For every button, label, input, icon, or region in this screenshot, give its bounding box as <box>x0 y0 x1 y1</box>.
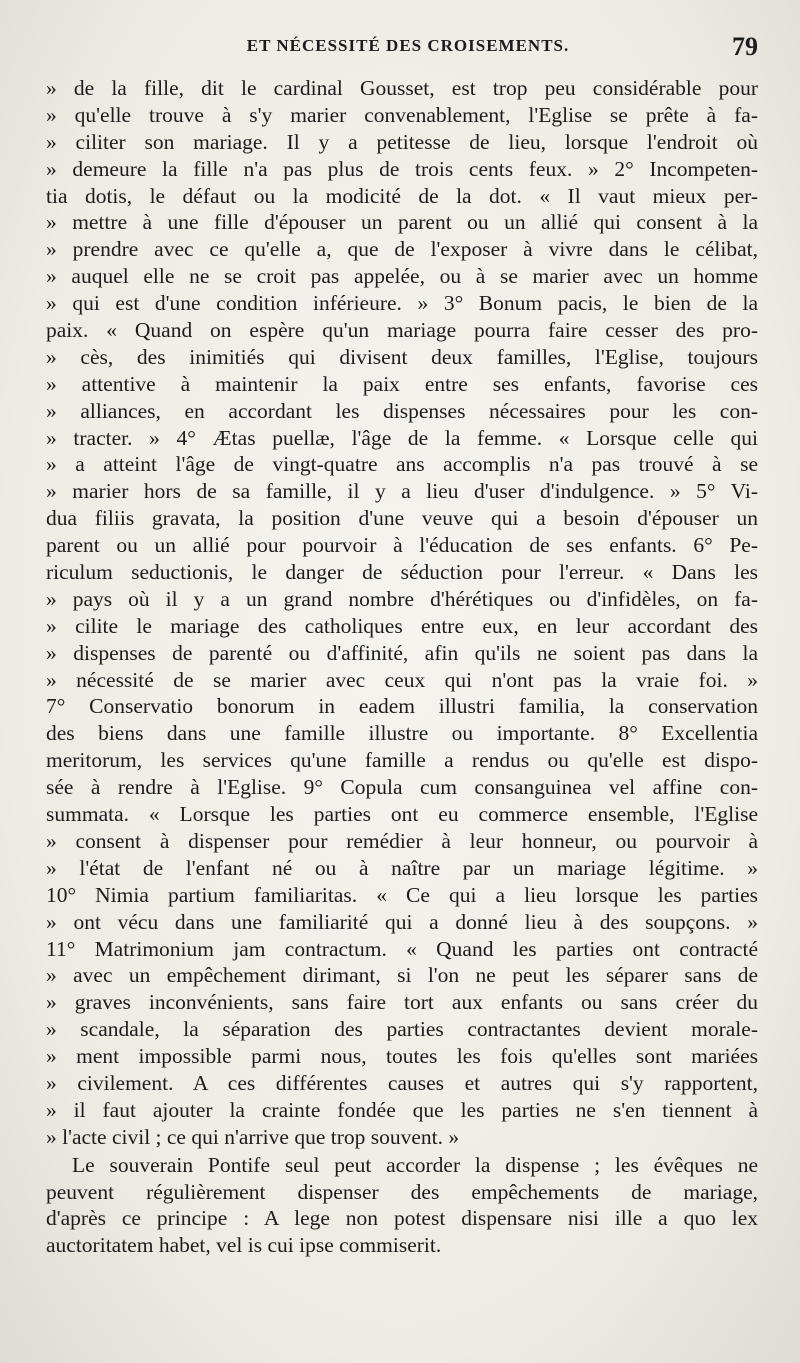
text-line: » prendre avec ce qu'elle a, que de l'exposer à vivre dans le célibat, <box>46 237 758 262</box>
text-line: 7° Conservatio bonorum in eadem illustri familia, la conservation <box>46 694 758 719</box>
text-line: » ciliter son mariage. Il y a petitesse de lieu, lorsque l'endroit où <box>46 129 758 154</box>
text-line: » qui est d'une condition inférieure. » 3° Bonum pacis, le bien de la <box>46 291 758 316</box>
text-line: » de la fille, dit le cardinal Gousset, est trop peu considérable pour <box>46 76 758 100</box>
text-line: » nécessité de se marier avec ceux qui n'ont pas la vraie foi. » <box>46 667 758 692</box>
text-line: » tracter. » 4° Ætas puellæ, l'âge de la femme. « Lorsque celle qui <box>46 425 758 450</box>
text-line: » attentive à maintenir la paix entre ses enfants, favorise ces <box>46 371 758 396</box>
text-line: des biens dans une famille illustre ou importante. 8° Excellentia <box>46 721 758 746</box>
text-line: riculum seductionis, le danger de séduction pour l'erreur. « Dans les <box>46 560 758 585</box>
text-line: » demeure la fille n'a pas plus de trois cents feux. » 2° Incompeten- <box>46 156 758 181</box>
text-line: meritorum, les services qu'une famille a rendus ou qu'elle est dispo- <box>46 748 758 773</box>
text-line: » a atteint l'âge de vingt-quatre ans accomplis n'a pas trouvé à se <box>46 452 758 477</box>
text-line: » pays où il y a un grand nombre d'hérétiques ou d'infidèles, on fa- <box>46 586 758 611</box>
text-line: » il faut ajouter la crainte fondée que les parties ne s'en tiennent à <box>46 1097 758 1122</box>
page-header <box>58 32 758 62</box>
text-line: » dispenses de parenté ou d'affinité, afin qu'ils ne soient pas dans la <box>46 640 758 665</box>
text-line: peuvent régulièrement dispenser des empêchements de mariage, <box>46 1179 758 1204</box>
text-line: » auquel elle ne se croit pas appelée, ou à se marier avec un homme <box>46 264 758 289</box>
text-line: » graves inconvénients, sans faire tort aux enfants ou sans créer du <box>46 990 758 1015</box>
paragraph-first-line: Le souverain Pontife seul peut accorder la dispense ; les évêques ne <box>72 1152 758 1177</box>
text-line: summata. « Lorsque les parties ont eu commerce ensemble, l'Eglise <box>46 802 758 827</box>
text-line: » scandale, la séparation des parties contractantes devient morale- <box>46 1017 758 1042</box>
page-body <box>46 75 758 1259</box>
text-line: sée à rendre à l'Eglise. 9° Copula cum consanguinea vel affine con- <box>46 775 758 800</box>
text-line: » alliances, en accordant les dispenses nécessaires pour les con- <box>46 398 758 423</box>
text-line: » mettre à une fille d'épouser un parent ou un allié qui consent à la <box>46 210 758 235</box>
text-line: auctoritatem habet, vel is cui ipse commiserit. <box>46 1233 442 1258</box>
text-line: » marier hors de sa famille, il y a lieu d'user d'indulgence. » 5° Vi- <box>46 479 758 504</box>
page-number: 79 <box>732 32 758 61</box>
text-line: paix. « Quand on espère qu'un mariage pourra faire cesser des pro- <box>46 318 758 343</box>
text-line: » civilement. A ces différentes causes et autres qui s'y rapportent, <box>46 1070 758 1095</box>
running-head: ET NÉCESSITÉ DES CROISEMENTS. <box>246 36 570 55</box>
text-line: parent ou un allié pour pourvoir à l'éducation de ses enfants. 6° Pe- <box>46 533 758 558</box>
text-line: » avec un empêchement dirimant, si l'on ne peut les séparer sans de <box>46 963 758 988</box>
text-line: » l'état de l'enfant né ou à naître par un mariage légitime. » <box>46 855 758 880</box>
text-line: » cilite le mariage des catholiques entre eux, en leur accordant des <box>46 613 758 638</box>
text-line: dua filiis gravata, la position d'une veuve qui a besoin d'épouser un <box>46 506 758 531</box>
text-line: » cès, des inimitiés qui divisent deux familles, l'Eglise, toujours <box>46 344 758 369</box>
text-line: 10° Nimia partium familiaritas. « Ce qui a lieu lorsque les parties <box>46 882 758 907</box>
text-line: » l'acte civil ; ce qui n'arrive que trop souvent. » <box>46 1124 460 1149</box>
text-line: 11° Matrimonium jam contractum. « Quand les parties ont contracté <box>46 936 758 961</box>
text-line: » ont vécu dans une familiarité qui a donné lieu à des soupçons. » <box>46 909 758 934</box>
text-line: d'après ce principe : A lege non potest dispensare nisi ille a quo lex <box>46 1206 758 1231</box>
text-line: tia dotis, le défaut ou la modicité de la dot. « Il vaut mieux per- <box>46 183 758 208</box>
text-line: » qu'elle trouve à s'y marier convenablement, l'Eglise se prête à fa- <box>46 102 758 127</box>
text-line: » consent à dispenser pour remédier à leur honneur, ou pourvoir à <box>46 828 758 853</box>
text-line: » ment impossible parmi nous, toutes les fois qu'elles sont mariées <box>46 1044 758 1069</box>
